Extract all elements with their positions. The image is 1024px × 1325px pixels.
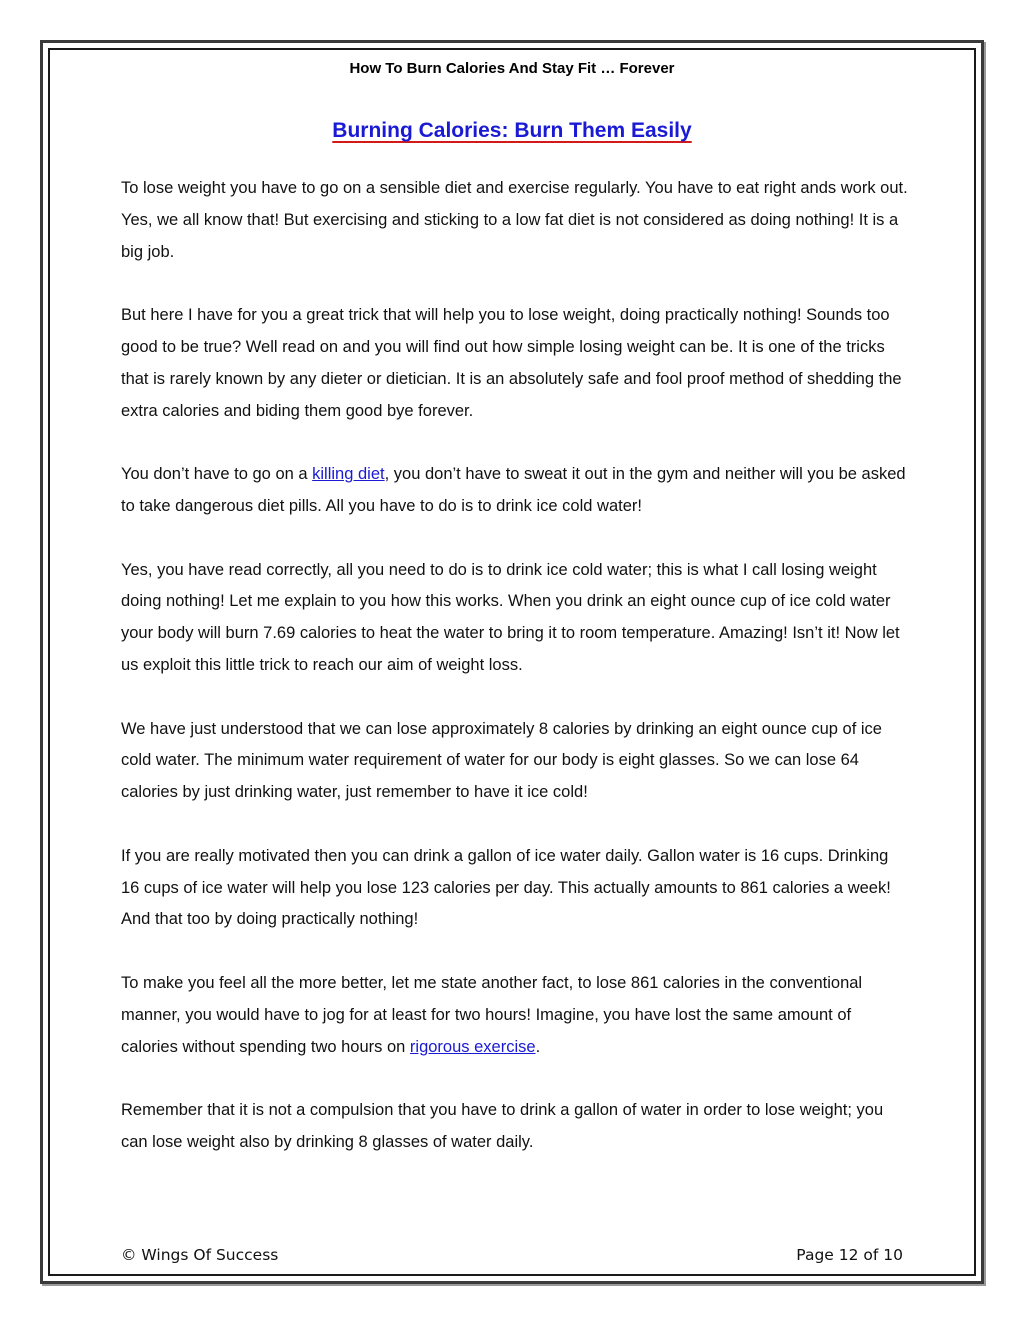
paragraph-3-text-start: You don’t have to go on a [121, 465, 313, 484]
footer-copyright: © Wings Of Success [121, 1246, 279, 1264]
running-header: How To Burn Calories And Stay Fit … Forever [349, 60, 675, 77]
paragraph-7 [121, 968, 911, 1063]
paragraph-3 [121, 459, 911, 523]
paragraph-4: Yes, you have read correctly, all you need to do is to drink ice cold water; this is what I call losing weight doing nothing! Let me explain to you how this works. When you drink an eight ounce cup of ice cold water your body will burn 7.69 calories to heat the water to bring it to room temperature. Amazing! Isn’t it! Now let us exploit this little trick to reach our aim of weight loss. [121, 560, 900, 674]
article-body [121, 173, 911, 1191]
paragraph-2: But here I have for you a great trick that will help you to lose weight, doing practically nothing! Sounds too good to be true? Well read on and you will find out how simple losing weight can be. It is one of the tricks that is rarely known by any dieter or dietician. It is an absolutely safe and fool proof method of shedding the extra calories and biding them good bye forever. [121, 306, 902, 420]
killing-diet-link[interactable]: killing diet [312, 465, 385, 484]
paragraph-6: If you are really motivated then you can drink a gallon of ice water daily. Gallon water is 16 cups. Drinking 16 cups of ice water will help you lose 123 calories per day. This actually amounts to 861 calories a week! And that too by doing practically nothing! [121, 846, 891, 929]
paragraph-7-text-start: To make you feel all the more better, let me state another fact, to lose 861 calories in the conventional manner, you would have to jog for at least for two hours! Imagine, you have lost the same amount of calories without spending two hours on [121, 973, 863, 1056]
paragraph-7-text-end: . [535, 1037, 541, 1056]
paragraph-1: To lose weight you have to go on a sensible diet and exercise regularly. You have to eat right ands work out. Yes, we all know that! But exercising and sticking to a low fat diet is not considered as doing nothing! It is a big job. [121, 179, 908, 261]
paragraph-3-text-end: , you don’t have to sweat it out in the gym and neither will you be asked to take dangerous diet pills. All you have to do is to drink ice cold water! [121, 465, 906, 515]
footer-page-number: Page 12 of 10 [796, 1246, 903, 1264]
rigorous-exercise-link[interactable]: rigorous exercise [409, 1037, 536, 1056]
paragraph-5: We have just understood that we can lose approximately 8 calories by drinking an eight ounce cup of ice cold water. The minimum water requirement of water for our body is eight glasses. So we can lose 64 calories by just drinking water, just remember to have it ice cold! [121, 719, 882, 802]
article-title-text: Burning Calories: Burn Them Easily [332, 119, 692, 142]
paragraph-8: Remember that it is not a compulsion that you have to drink a gallon of water in order to lose weight; you can lose weight also by drinking 8 glasses of water daily. [121, 1101, 884, 1151]
article-title [0, 119, 1024, 143]
